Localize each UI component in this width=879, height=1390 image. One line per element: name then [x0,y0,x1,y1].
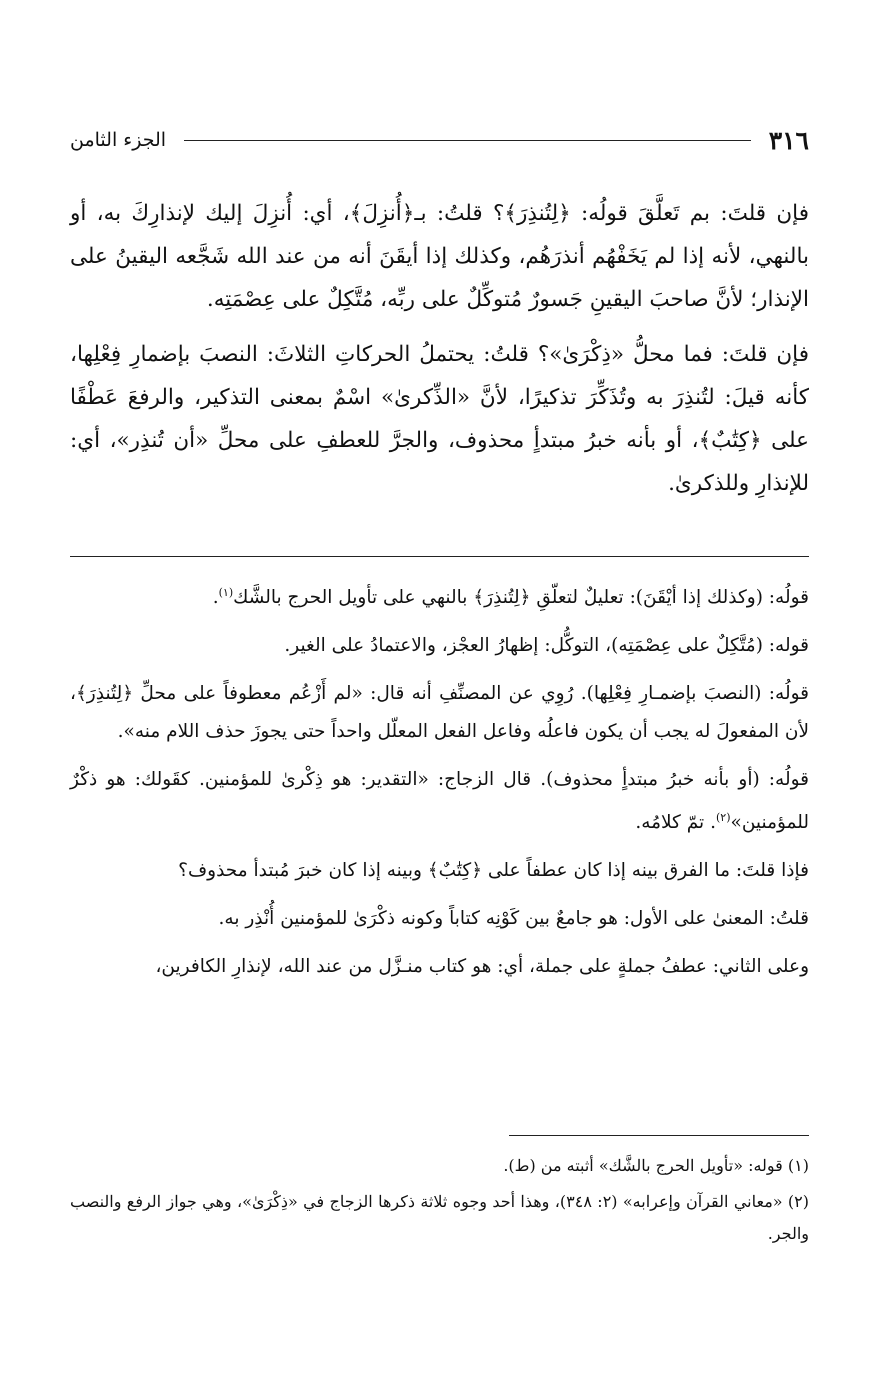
page-number: ٣١٦ [768,125,809,155]
footnote-rule [509,1135,809,1136]
volume-title: الجزء الثامن [70,129,167,151]
commentary-paragraph [70,761,809,842]
footnote: (٢) «معاني القرآن وإعرابه» (٢: ٣٤٨)، وهذا أحد وجوه ثلاثة ذكرها الزجاج في «ذِكْرَىٰ»، وهي جواز الرفع والنصب والجر. [70,1192,809,1243]
commentary-text-run: قولُه: (أو بأنه خبرُ مبتدأٍ محذوف). قال الزجاج: «التقدير: هو ذِكْرىٰ للمؤمنين. كقَولك: هو ذكْرٌ للمؤمنين» [70,769,809,834]
commentary-text [70,574,809,996]
header-rule [184,140,751,141]
main-paragraph: فإن قلتَ: بم تَعلَّقَ قولُه: ﴿لِتُنذِرَ﴾؟ قلتُ: بـ﴿أُنزِلَ﴾، أي: أُنزِلَ إليك لإنذارِكَ به، أو بالنهي، لأنه إذا لم يَخَفْهُم أنذرَهُم، وكذلك إذا أيقَنَ أنه من عند الله شَجَّعه اليقينُ على الإنذار؛ لأنَّ صاحبَ اليقينِ جَسورٌ مُتوكِّلٌ على ربِّه، مُتَّكِلٌ على عِصْمَتِه. [70,201,809,312]
main-text [70,192,809,517]
page-header [70,120,809,160]
commentary-text-run: قولُه: (وكذلك إذا أيْقَنَ): تعليلٌ لتعلّقِ ﴿لِتُنذِرَ﴾ بالنهي على تأويل الحرج بالشَّك [233,587,809,609]
footnote-ref: (٢) [715,811,731,825]
footnote: (١) قوله: «تأويل الحرج بالشَّك» أثبته من (ط). [503,1156,809,1175]
commentary-paragraph: وعلى الثاني: عطفُ جملةٍ على جملة، أي: هو كتاب منـزَّل من عند الله، لإنذارِ الكافرين، [155,956,809,978]
commentary-paragraph: قوله: (مُتَّكِلٌ على عِصْمَتِه)، التوكُّل: إظهارُ العجْز، والاعتمادُ على الغير. [284,635,809,657]
commentary-paragraph: قولُه: (النصبَ بإضمـارِ فِعْلِها). رُوِي عن المصنِّفِ أنه قال: «لم أَزْعُم معطوفاً على محلِّ ﴿لِتُنذِرَ﴾، لأن المفعولَ له يجب أن يكون فاعلُه وفاعل الفعل المعلّل واحداً حتى يجوزَ حذف اللام منه». [70,683,809,743]
footnotes [70,1150,809,1254]
commentary-paragraph: قلتُ: المعنىٰ على الأول: هو جامعٌ بين كَوْنِه كتاباً وكونه ذكْرَىٰ للمؤمنين أُنْذِر به. [218,908,809,930]
main-paragraph: فإن قلتَ: فما محلُّ «ذِكْرَىٰ»؟ قلتُ: يحتملُ الحركاتِ الثلاثَ: النصبَ بإضمارِ فِعْلِها، كأنه قيلَ: لتُنذِرَ به وتُذَكِّرَ تذكيرًا، لأنَّ «الذِّكرىٰ» اسْمٌ بمعنى التذكير، والرفعَ عَطْفًا على ﴿كِتَٰبٌ﴾، أو بأنه خبرُ مبتدأٍ محذوف، والجرَّ للعطفِ على محلِّ «أن تُنذِر»، أي: للإنذارِ وللذكرىٰ. [70,342,810,496]
commentary-paragraph: قولُه: (وكذلك إذا أيْقَنَ): تعليلٌ لتعلّقِ ﴿لِتُنذِرَ﴾ بالنهي على تأويل الحرج بالشَّك$^{(١)}$. [212,586,809,609]
section-divider [70,556,809,557]
commentary-text-run: . تمّ كلامُه. [635,812,716,834]
footnote-ref: (١) [218,586,234,599]
commentary-paragraph: فإذا قلتَ: ما الفرق بينه إذا كان عطفاً على ﴿كِتَٰبٌ﴾ وبينه إذا كان خبرَ مُبتدأ محذوف؟ [178,860,809,882]
